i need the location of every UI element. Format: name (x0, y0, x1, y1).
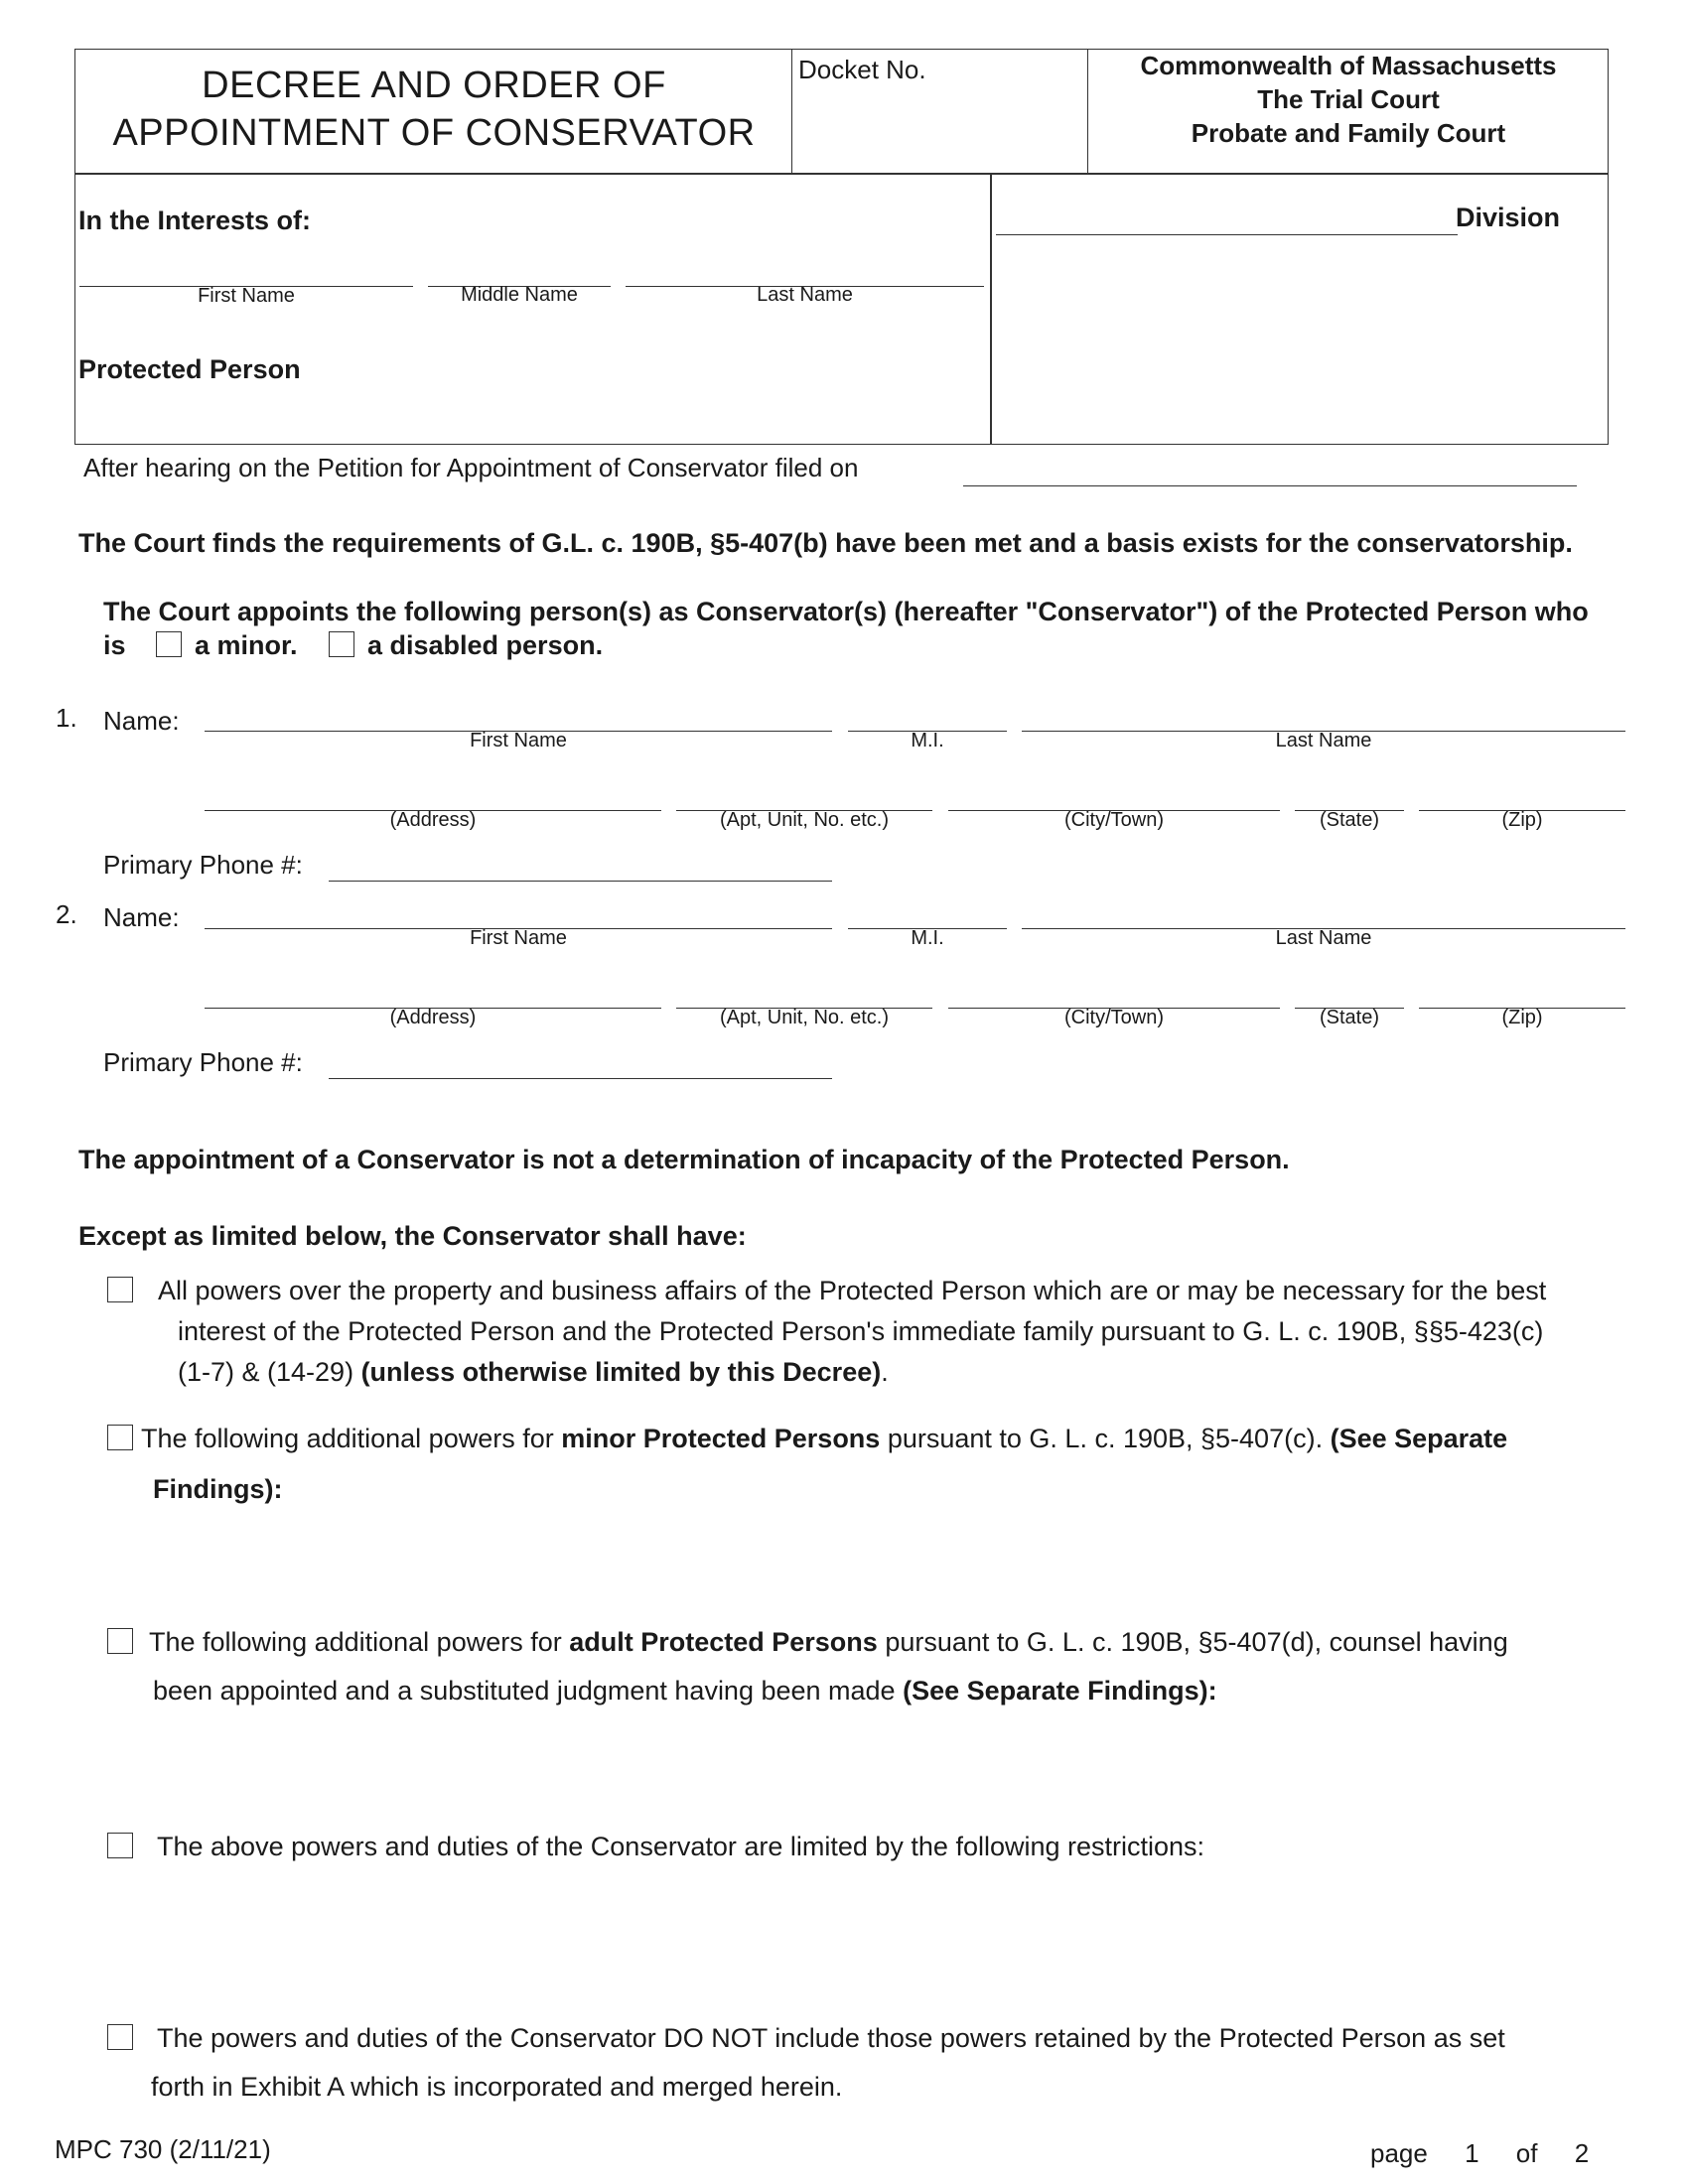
last-name-caption: Last Name (1275, 730, 1372, 751)
form-id: MPC 730 (2/11/21) (55, 2134, 271, 2164)
name-label: Name: (103, 902, 180, 932)
minor-powers-part-b: minor Protected Persons (561, 1424, 881, 1453)
phone-label: Primary Phone #: (103, 1047, 303, 1077)
hearing-date-line[interactable] (963, 485, 1577, 486)
phone-label: Primary Phone #: (103, 850, 303, 880)
all-powers-period: . (881, 1357, 889, 1387)
all-powers-sections: (1-7) & (14-29) (178, 1357, 361, 1387)
name-label: Name: (103, 706, 180, 736)
adult-powers-line-1 (149, 1622, 1618, 1663)
minor-powers-part-c: pursuant to G. L. c. 190B, §5-407(c). (880, 1424, 1331, 1453)
court-name (1089, 49, 1608, 150)
interests-label: In the Interests of: (78, 205, 312, 235)
incapacity-notice: The appointment of a Conservator is not a determination of incapacity of the Protected Person. (78, 1145, 1290, 1174)
appoints-line-1: The Court appoints the following person(s) as Conservator(s) (hereafter "Conservator") of the Protected Person who (103, 597, 1589, 626)
state-caption: (State) (1319, 809, 1380, 831)
adult-powers-checkbox[interactable] (107, 1628, 133, 1654)
page-number: 1 (1465, 2138, 1479, 2168)
all-powers-line-3 (158, 1352, 1627, 1393)
title-line-2: APPOINTMENT OF CONSERVATOR (112, 112, 756, 154)
minor-label: a minor. (195, 630, 298, 660)
adult-powers-text (149, 1622, 1618, 1711)
zip-caption: (Zip) (1501, 1007, 1543, 1028)
address-caption: (Address) (389, 809, 477, 831)
retained-powers-text (151, 2018, 1626, 2108)
minor-powers-checkbox[interactable] (107, 1425, 133, 1450)
all-powers-text (158, 1271, 1627, 1393)
adult-powers-part-e: (See Separate Findings): (903, 1676, 1217, 1706)
adult-powers-part-b: adult Protected Persons (569, 1627, 878, 1657)
all-powers-line-1: All powers over the property and business affairs of the Protected Person which are or may be necessary for the best (158, 1276, 1547, 1305)
disabled-label: a disabled person. (367, 630, 604, 660)
first-name-caption: First Name (198, 285, 295, 307)
adult-powers-part-c: pursuant to G. L. c. 190B, §5-407(d), counsel having (877, 1627, 1508, 1657)
city-caption: (City/Town) (1063, 1007, 1164, 1028)
conservator-number: 1. (56, 703, 77, 733)
apt-caption: (Apt, Unit, No. etc.) (719, 809, 890, 831)
page-total: 2 (1574, 2138, 1590, 2168)
court-line-2: The Trial Court (1257, 84, 1440, 114)
minor-checkbox[interactable] (156, 631, 182, 657)
all-powers-limit: (unless otherwise limited by this Decree) (360, 1357, 882, 1387)
division-label: Division (1456, 203, 1561, 232)
protected-person-label: Protected Person (78, 354, 301, 384)
last-name-caption: Last Name (757, 284, 853, 306)
middle-name-caption: Middle Name (461, 284, 578, 306)
minor-powers-line-1 (141, 1419, 1611, 1459)
header-divider-2 (1087, 49, 1088, 175)
adult-powers-part-d: been appointed and a substituted judgment having been made (153, 1676, 904, 1706)
hearing-text: After hearing on the Petition for Appointment of Conservator filed on (83, 453, 859, 482)
adult-powers-part-a: The following additional powers for (149, 1627, 570, 1657)
address-caption: (Address) (389, 1007, 477, 1028)
restrictions-text: The above powers and duties of the Conservator are limited by the following restrictions: (157, 1832, 1205, 1861)
disabled-checkbox[interactable] (329, 631, 354, 657)
apt-caption: (Apt, Unit, No. etc.) (719, 1007, 890, 1028)
all-powers-line-2: interest of the Protected Person and the Protected Person's immediate family pursuant to G. L. c. 190B, §§5-423(c) (178, 1316, 1544, 1346)
first-name-caption: First Name (470, 730, 567, 751)
conservator-number: 2. (56, 899, 77, 929)
restrictions-checkbox[interactable] (107, 1833, 133, 1858)
powers-intro: Except as limited below, the Conservator shall have: (78, 1221, 747, 1251)
mi-caption: M.I. (911, 927, 944, 949)
first-name-caption: First Name (470, 927, 567, 949)
zip-caption: (Zip) (1501, 809, 1543, 831)
retained-line-2: forth in Exhibit A which is incorporated and merged herein. (151, 2072, 843, 2102)
adult-powers-line-2 (149, 1663, 1618, 1711)
last-name-caption: Last Name (1275, 927, 1372, 949)
form-title (77, 62, 790, 157)
minor-powers-part-d: (See Separate (1330, 1424, 1508, 1453)
of-label: of (1515, 2138, 1538, 2168)
header-divider-1 (791, 49, 792, 175)
mi-caption: M.I. (911, 730, 944, 751)
requirements-finding: The Court finds the requirements of G.L. c. 190B, §5-407(b) have been met and a basis exists for the conservatorship. (78, 528, 1573, 558)
minor-powers-text (141, 1419, 1611, 1510)
phone-field[interactable] (329, 881, 832, 882)
retained-line-1: The powers and duties of the Conservator DO NOT include those powers retained by the Protected Person as set (157, 2023, 1505, 2053)
docket-label: Docket No. (798, 55, 926, 84)
minor-powers-part-a: The following additional powers for (141, 1424, 562, 1453)
minor-powers-part-e: Findings): (153, 1474, 283, 1504)
city-caption: (City/Town) (1063, 809, 1164, 831)
state-caption: (State) (1319, 1007, 1380, 1028)
minor-powers-line-2 (141, 1459, 1611, 1510)
retained-powers-checkbox[interactable] (107, 2024, 133, 2050)
title-line-1: DECREE AND ORDER OF (202, 65, 666, 106)
page-label: page (1370, 2138, 1428, 2168)
appoints-is: is (103, 630, 126, 660)
division-line[interactable] (996, 234, 1458, 235)
page-indicator (1370, 2138, 1589, 2169)
court-line-3: Probate and Family Court (1191, 118, 1506, 148)
phone-field[interactable] (329, 1078, 832, 1079)
all-powers-checkbox[interactable] (107, 1277, 133, 1302)
court-line-1: Commonwealth of Massachusetts (1140, 51, 1557, 80)
